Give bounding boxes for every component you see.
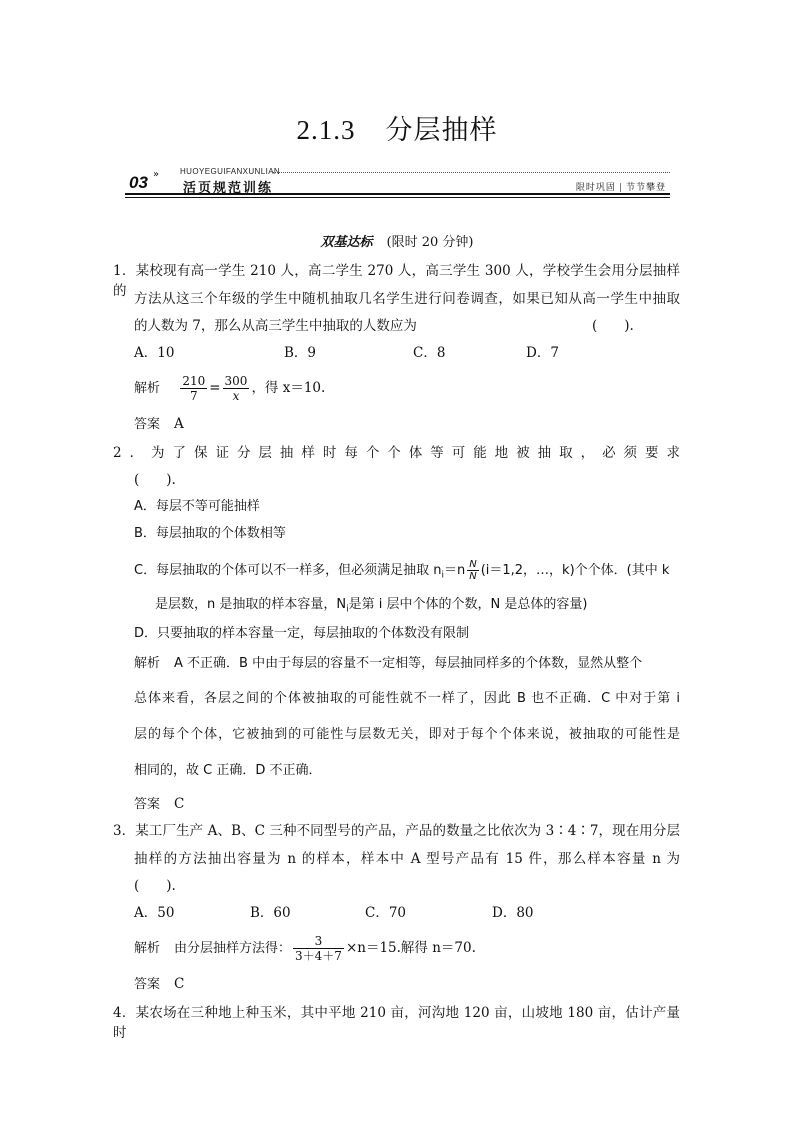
- q3-fraction: $\frac{3}{3+4+7}$: [295, 934, 342, 963]
- q3-option-d: D．80: [492, 905, 534, 921]
- q1-answer-parenthesis: ( ).: [592, 318, 634, 334]
- q2-option-c-fraction: $\frac{N}{N}$: [469, 559, 477, 582]
- q2-line-2: ( ).: [134, 472, 176, 488]
- q3-analysis-label: 解析: [134, 941, 161, 956]
- q2-option-c-line-2: 是层数，n 是抽取的样本容量，$N_i$是第 i 层中个体的个数，N 是总体的容量): [155, 597, 588, 615]
- banner-tag-a: 限时巩固: [575, 183, 616, 193]
- q3-answer: [134, 974, 184, 995]
- q2-option-c: C．每层抽取的个体可以不一样多，但必须满足抽取 $n_i=n$ $\frac{N}{N}$ (i＝1,2，…，k)个个体．(其中 k: [134, 559, 670, 582]
- q2-answer: [134, 794, 184, 815]
- q1-line-1: 1．某校现有高一学生 210 人，高二学生 270 人，高三学生 300 人，学校学生会用分层抽样的: [113, 263, 680, 299]
- subheading-label: 双基达标: [320, 235, 373, 250]
- q1-line-2: 方法从这三个年级的学生中随机抽取几名学生进行问卷调查，如果已知从高一学生中抽取: [134, 291, 680, 307]
- q1-answer-value: A: [174, 416, 184, 432]
- q2-analysis-label: 解析: [134, 656, 161, 671]
- banner-tag-b: 节节攀登: [625, 183, 666, 193]
- q1-option-a: A．10: [134, 345, 175, 361]
- q1-analysis-label: 解析: [134, 381, 161, 396]
- q2-option-b: B．每层抽取的个体数相等: [134, 526, 286, 541]
- q1-fraction-2: $\frac{300}{x}$: [224, 374, 248, 403]
- q1-option-c: C．8: [413, 345, 446, 361]
- banner-rule-thick: [125, 193, 670, 195]
- q2-analysis-line-2: 总体来看，各层之间的个体被抽取的可能性就不一样了，因此 B 也不正确．C 中对于第 i: [134, 691, 680, 706]
- q2-analysis-line-3: 层的每个个体，它被抽到的可能性与层数无关，即对于每个个体来说，被抽取的可能性是: [134, 727, 680, 742]
- q3-option-b: B．60: [250, 905, 291, 921]
- q3-answer-label: 答案: [134, 977, 161, 992]
- q1-option-b: B．9: [284, 345, 317, 361]
- q2-line-1: 2．为了保证分层抽样时每个个体等可能地被抽取，必须要求: [113, 445, 680, 461]
- q3-analysis: 解析 由分层抽样方法得： $\frac{3}{3+4+7}$ ×n＝15.解得 n＝70.: [134, 934, 476, 963]
- q1-analysis: 解析 $\frac{210}{7}$ = $\frac{300}{x}$ ，得 x＝10.: [134, 374, 326, 403]
- section-number: 2.1.3: [296, 115, 356, 145]
- q1-fraction-1: $\frac{210}{7}$: [182, 374, 206, 403]
- q1-answer-label: 答案: [134, 417, 161, 432]
- q1-analysis-result: ，得 x＝10.: [251, 380, 326, 396]
- q2-analysis-line-1: 解析 A 不正确．B 中由于每层的容量不一定相等，每层抽同样多的个体数，显然从整个: [134, 656, 643, 671]
- q1-option-d: D．7: [526, 345, 559, 361]
- subheading-time-limit: (限时 20 分钟): [386, 235, 474, 250]
- banner-title: 活页规范训练: [183, 181, 274, 196]
- q3-line-2: 抽样的方法抽出容量为 n 的样本，样本中 A 型号产品有 15 件，那么样本容量 n 为: [134, 851, 680, 867]
- q4-line-1: 4．某农场在三种地上种玉米，其中平地 210 亩，河沟地 120 亩，山坡地 180 亩，估计产量时: [113, 1005, 680, 1041]
- banner-rule-thin: [125, 197, 670, 198]
- banner-pinyin: HUOYEGUIFANXUNLIAN: [180, 167, 281, 176]
- q2-option-a: A．每层不等可能抽样: [134, 499, 260, 514]
- page-title: [0, 108, 794, 147]
- exercise-subheading: [0, 231, 794, 250]
- banner-number: 03: [129, 173, 148, 192]
- chevron-icon: »: [153, 169, 160, 180]
- banner-tagline: [576, 180, 666, 193]
- q3-line-3: ( ).: [134, 878, 176, 894]
- banner-tag-separator: |: [618, 183, 623, 193]
- q3-option-a: A．50: [134, 905, 175, 921]
- q3-option-c: C．70: [365, 905, 407, 921]
- q1-line-3: 的人数为 7，那么从高三学生中抽取的人数应为: [134, 318, 417, 334]
- q3-line-1: 3．某工厂生产 A、B、C 三种不同型号的产品，产品的数量之比依次为 3∶4∶7，现在用分层: [113, 823, 680, 839]
- banner-dotted-rule: [273, 172, 670, 173]
- q2-option-d: D．只要抽取的样本容量一定，每层抽取的个体数没有限制: [134, 626, 470, 641]
- q2-analysis-line-4: 相同的，故 C 正确．D 不正确．: [134, 763, 322, 778]
- q2-answer-value: C: [174, 796, 185, 812]
- section-banner: [125, 164, 670, 198]
- section-name: 分层抽样: [385, 115, 498, 146]
- q1-answer: [134, 414, 184, 435]
- q2-answer-label: 答案: [134, 797, 161, 812]
- q3-answer-value: C: [174, 976, 185, 992]
